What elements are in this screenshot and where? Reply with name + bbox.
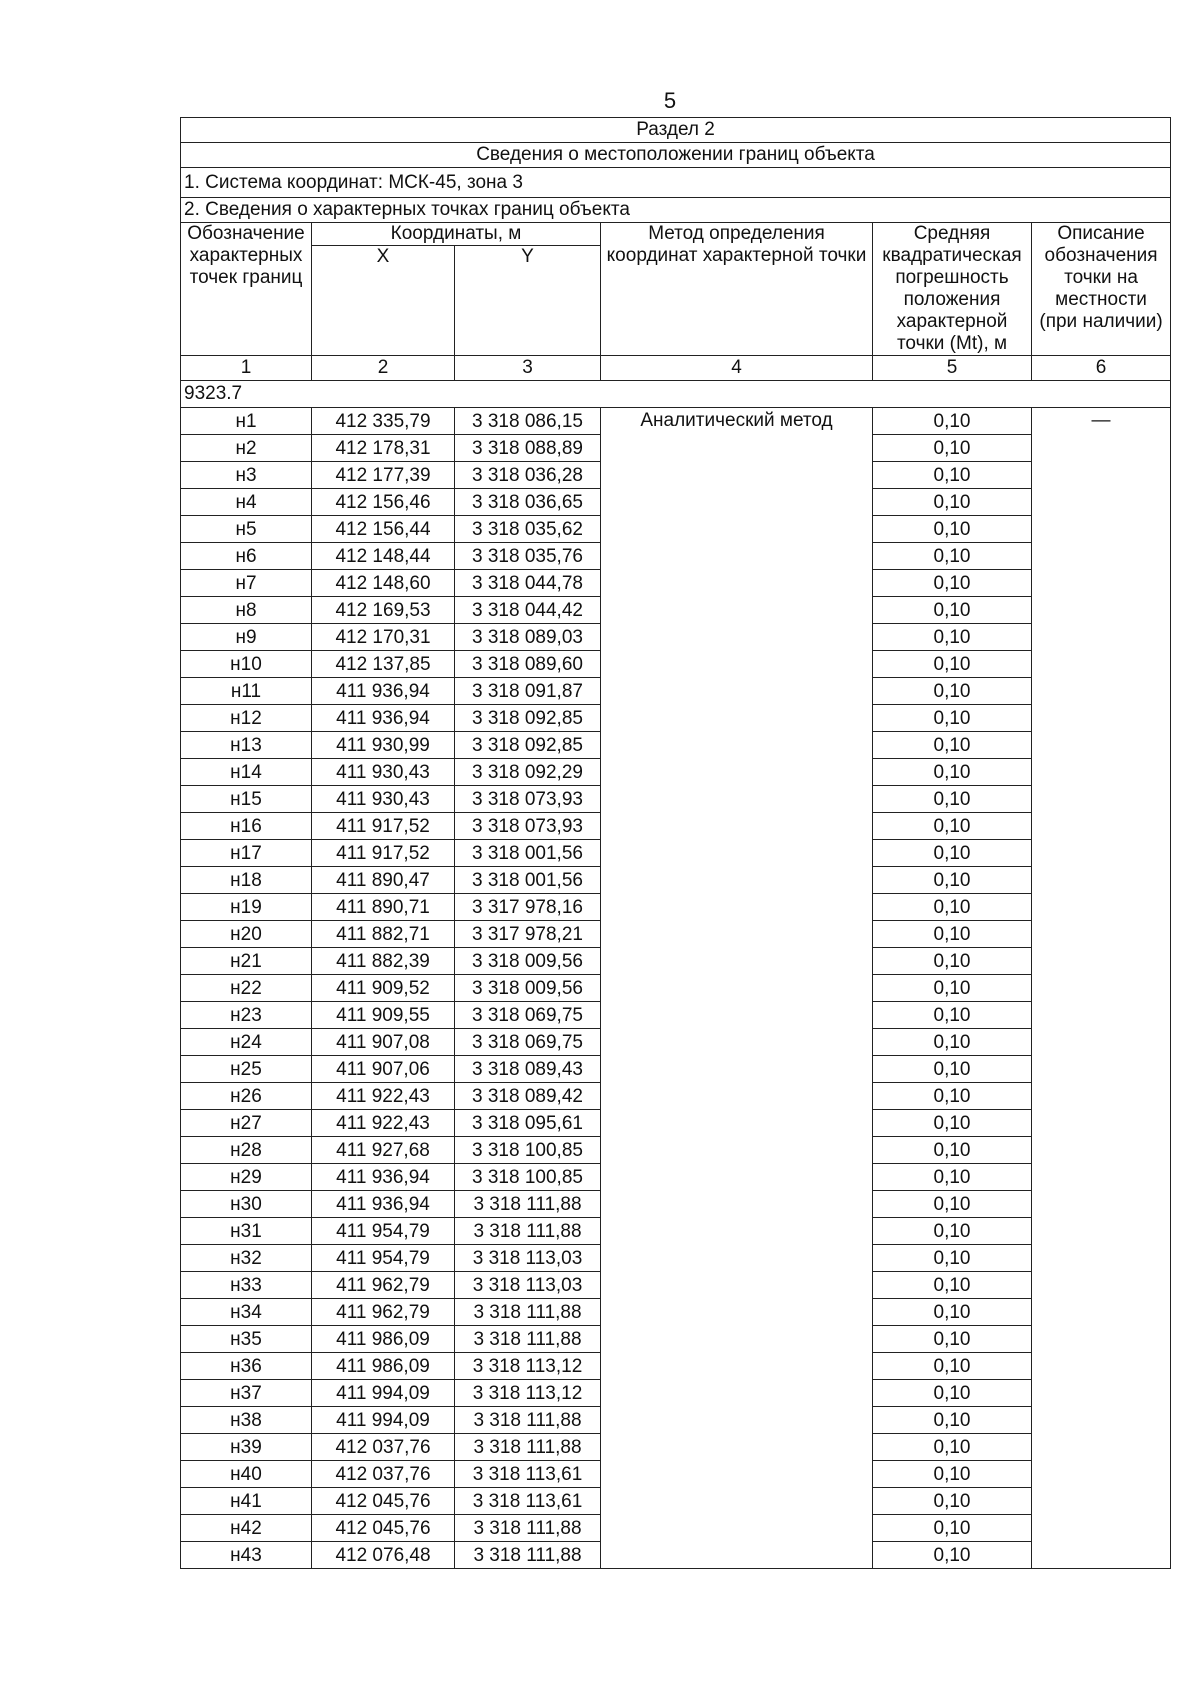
point-id: н4 — [181, 489, 312, 516]
coordinate-y: 3 318 092,85 — [455, 705, 601, 732]
coordinate-y: 3 318 044,42 — [455, 597, 601, 624]
point-id: н17 — [181, 840, 312, 867]
column-header-error: Средняя квадратическая погрешность положения характерной точки (Mt), м — [873, 223, 1032, 356]
point-id: н5 — [181, 516, 312, 543]
coordinate-y: 3 318 001,56 — [455, 867, 601, 894]
column-header-designation: Обозначение характерных точек границ — [181, 223, 312, 356]
coordinate-y: 3 318 091,87 — [455, 678, 601, 705]
coordinate-y: 3 318 111,88 — [455, 1515, 601, 1542]
mean-square-error: 0,10 — [873, 1002, 1032, 1029]
column-number: 5 — [873, 356, 1032, 381]
coordinate-x: 411 907,08 — [312, 1029, 455, 1056]
mean-square-error: 0,10 — [873, 1137, 1032, 1164]
coordinate-x: 411 890,47 — [312, 867, 455, 894]
section-subtitle: Сведения о местоположении границ объекта — [181, 143, 1171, 168]
coordinate-y: 3 318 089,43 — [455, 1056, 601, 1083]
coordinate-y: 3 318 035,76 — [455, 543, 601, 570]
mean-square-error: 0,10 — [873, 408, 1032, 435]
coordinate-x: 412 178,31 — [312, 435, 455, 462]
mean-square-error: 0,10 — [873, 516, 1032, 543]
mean-square-error: 0,10 — [873, 813, 1032, 840]
point-id: н35 — [181, 1326, 312, 1353]
coordinate-y: 3 318 089,42 — [455, 1083, 601, 1110]
point-id: н25 — [181, 1056, 312, 1083]
point-id: н3 — [181, 462, 312, 489]
point-id: н27 — [181, 1110, 312, 1137]
coordinate-x: 411 954,79 — [312, 1218, 455, 1245]
point-id: н11 — [181, 678, 312, 705]
coordinate-y: 3 318 111,88 — [455, 1191, 601, 1218]
coordinate-x: 411 994,09 — [312, 1380, 455, 1407]
coordinate-y: 3 318 089,60 — [455, 651, 601, 678]
coordinate-y: 3 318 100,85 — [455, 1137, 601, 1164]
mean-square-error: 0,10 — [873, 1083, 1032, 1110]
point-id: н31 — [181, 1218, 312, 1245]
coordinate-y: 3 318 044,78 — [455, 570, 601, 597]
mean-square-error: 0,10 — [873, 759, 1032, 786]
boundary-points-table — [180, 117, 1171, 1569]
mean-square-error: 0,10 — [873, 894, 1032, 921]
point-id: н10 — [181, 651, 312, 678]
coordinate-y: 3 317 978,16 — [455, 894, 601, 921]
coordinate-y: 3 318 111,88 — [455, 1299, 601, 1326]
mean-square-error: 0,10 — [873, 678, 1032, 705]
coordinate-y: 3 318 100,85 — [455, 1164, 601, 1191]
coordinate-y: 3 318 073,93 — [455, 786, 601, 813]
coordinate-x: 412 148,60 — [312, 570, 455, 597]
coordinate-y: 3 318 036,65 — [455, 489, 601, 516]
coordinate-x: 411 930,43 — [312, 786, 455, 813]
mean-square-error: 0,10 — [873, 543, 1032, 570]
coordinate-y: 3 318 111,88 — [455, 1542, 601, 1569]
mean-square-error: 0,10 — [873, 1245, 1032, 1272]
page-number: 5 — [663, 88, 677, 113]
coordinate-y: 3 318 113,03 — [455, 1272, 601, 1299]
mean-square-error: 0,10 — [873, 435, 1032, 462]
mean-square-error: 0,10 — [873, 840, 1032, 867]
coordinate-y: 3 318 073,93 — [455, 813, 601, 840]
method-cell: Аналитический метод — [601, 408, 873, 1569]
point-id: н42 — [181, 1515, 312, 1542]
coordinate-x: 411 909,55 — [312, 1002, 455, 1029]
coordinate-x: 412 335,79 — [312, 408, 455, 435]
mean-square-error: 0,10 — [873, 1326, 1032, 1353]
coordinate-x: 411 936,94 — [312, 1164, 455, 1191]
point-id: н8 — [181, 597, 312, 624]
coordinate-x: 412 156,44 — [312, 516, 455, 543]
coordinate-y: 3 318 089,03 — [455, 624, 601, 651]
coordinate-x: 412 045,76 — [312, 1515, 455, 1542]
coordinate-x: 411 922,43 — [312, 1083, 455, 1110]
point-id: н7 — [181, 570, 312, 597]
point-id: н18 — [181, 867, 312, 894]
coordinate-y: 3 318 086,15 — [455, 408, 601, 435]
point-id: н30 — [181, 1191, 312, 1218]
coordinate-x: 411 930,43 — [312, 759, 455, 786]
mean-square-error: 0,10 — [873, 462, 1032, 489]
coordinate-x: 412 170,31 — [312, 624, 455, 651]
point-id: н2 — [181, 435, 312, 462]
mean-square-error: 0,10 — [873, 597, 1032, 624]
point-id: н43 — [181, 1542, 312, 1569]
table-row — [181, 408, 1171, 435]
point-id: н14 — [181, 759, 312, 786]
coordinate-x: 412 177,39 — [312, 462, 455, 489]
coordinate-y: 3 318 009,56 — [455, 975, 601, 1002]
coordinate-y: 3 318 088,89 — [455, 435, 601, 462]
coordinate-x: 411 890,71 — [312, 894, 455, 921]
point-id: н40 — [181, 1461, 312, 1488]
mean-square-error: 0,10 — [873, 624, 1032, 651]
mean-square-error: 0,10 — [873, 1299, 1032, 1326]
column-number: 2 — [312, 356, 455, 381]
coordinate-y: 3 318 069,75 — [455, 1029, 601, 1056]
column-number: 1 — [181, 356, 312, 381]
coordinate-y: 3 318 069,75 — [455, 1002, 601, 1029]
coordinate-y: 3 318 092,29 — [455, 759, 601, 786]
group-label: 9323.7 — [181, 381, 1171, 408]
point-id: н22 — [181, 975, 312, 1002]
coordinate-y: 3 318 113,12 — [455, 1380, 601, 1407]
point-id: н6 — [181, 543, 312, 570]
point-id: н1 — [181, 408, 312, 435]
column-header-method: Метод определения координат характерной точки — [601, 223, 873, 356]
section-title: Раздел 2 — [181, 118, 1171, 143]
coordinate-y: 3 318 111,88 — [455, 1326, 601, 1353]
mean-square-error: 0,10 — [873, 570, 1032, 597]
mean-square-error: 0,10 — [873, 1218, 1032, 1245]
point-id: н20 — [181, 921, 312, 948]
mean-square-error: 0,10 — [873, 1110, 1032, 1137]
mean-square-error: 0,10 — [873, 1029, 1032, 1056]
column-header-y: Y — [455, 246, 601, 356]
mean-square-error: 0,10 — [873, 1461, 1032, 1488]
coordinate-x: 412 169,53 — [312, 597, 455, 624]
point-id: н37 — [181, 1380, 312, 1407]
mean-square-error: 0,10 — [873, 975, 1032, 1002]
point-id: н38 — [181, 1407, 312, 1434]
column-number: 3 — [455, 356, 601, 381]
coordinate-x: 412 137,85 — [312, 651, 455, 678]
coordinate-y: 3 318 111,88 — [455, 1434, 601, 1461]
point-id: н34 — [181, 1299, 312, 1326]
coordinate-y: 3 318 036,28 — [455, 462, 601, 489]
coordinate-x: 411 930,99 — [312, 732, 455, 759]
coordinate-x: 411 927,68 — [312, 1137, 455, 1164]
point-id: н39 — [181, 1434, 312, 1461]
coordinate-y: 3 318 035,62 — [455, 516, 601, 543]
mean-square-error: 0,10 — [873, 489, 1032, 516]
coordinate-x: 411 922,43 — [312, 1110, 455, 1137]
coordinate-x: 411 909,52 — [312, 975, 455, 1002]
mean-square-error: 0,10 — [873, 867, 1032, 894]
mean-square-error: 0,10 — [873, 1515, 1032, 1542]
column-header-description: Описание обозначения точки на местности (при наличии) — [1032, 223, 1171, 356]
point-id: н29 — [181, 1164, 312, 1191]
coordinate-y: 3 318 113,61 — [455, 1461, 601, 1488]
coordinate-y: 3 318 092,85 — [455, 732, 601, 759]
column-header-x: X — [312, 246, 455, 356]
coordinate-x: 411 954,79 — [312, 1245, 455, 1272]
point-id: н12 — [181, 705, 312, 732]
point-id: н15 — [181, 786, 312, 813]
point-id: н9 — [181, 624, 312, 651]
coordinate-y: 3 318 111,88 — [455, 1218, 601, 1245]
coordinate-x: 412 148,44 — [312, 543, 455, 570]
mean-square-error: 0,10 — [873, 921, 1032, 948]
point-id: н32 — [181, 1245, 312, 1272]
column-number: 6 — [1032, 356, 1171, 381]
coordinate-x: 412 076,48 — [312, 1542, 455, 1569]
mean-square-error: 0,10 — [873, 705, 1032, 732]
coordinate-x: 411 962,79 — [312, 1299, 455, 1326]
mean-square-error: 0,10 — [873, 651, 1032, 678]
point-id: н28 — [181, 1137, 312, 1164]
coordinate-y: 3 318 111,88 — [455, 1407, 601, 1434]
coordinate-x: 411 917,52 — [312, 813, 455, 840]
point-id: н23 — [181, 1002, 312, 1029]
mean-square-error: 0,10 — [873, 1353, 1032, 1380]
mean-square-error: 0,10 — [873, 1056, 1032, 1083]
coordinate-x: 411 882,39 — [312, 948, 455, 975]
point-id: н24 — [181, 1029, 312, 1056]
column-header-coordinates: Координаты, м — [312, 223, 601, 246]
coordinate-system: 1. Система координат: МСК-45, зона 3 — [181, 168, 1171, 198]
coordinate-x: 411 907,06 — [312, 1056, 455, 1083]
coordinate-x: 411 936,94 — [312, 678, 455, 705]
point-id: н16 — [181, 813, 312, 840]
coordinate-y: 3 318 113,12 — [455, 1353, 601, 1380]
coordinate-x: 412 037,76 — [312, 1434, 455, 1461]
mean-square-error: 0,10 — [873, 1542, 1032, 1569]
point-id: н41 — [181, 1488, 312, 1515]
coordinate-x: 411 962,79 — [312, 1272, 455, 1299]
coordinate-x: 411 994,09 — [312, 1407, 455, 1434]
coordinate-x: 411 882,71 — [312, 921, 455, 948]
description-cell: — — [1032, 408, 1171, 1569]
coordinate-y: 3 318 095,61 — [455, 1110, 601, 1137]
point-id: н36 — [181, 1353, 312, 1380]
point-id: н19 — [181, 894, 312, 921]
coordinate-y: 3 318 009,56 — [455, 948, 601, 975]
coordinate-y: 3 318 113,03 — [455, 1245, 601, 1272]
coordinate-x: 411 986,09 — [312, 1326, 455, 1353]
point-id: н21 — [181, 948, 312, 975]
coordinate-x: 411 936,94 — [312, 705, 455, 732]
mean-square-error: 0,10 — [873, 948, 1032, 975]
point-id: н33 — [181, 1272, 312, 1299]
mean-square-error: 0,10 — [873, 1434, 1032, 1461]
points-heading: 2. Сведения о характерных точках границ объекта — [181, 198, 1171, 223]
coordinate-x: 412 045,76 — [312, 1488, 455, 1515]
mean-square-error: 0,10 — [873, 1164, 1032, 1191]
coordinate-x: 411 917,52 — [312, 840, 455, 867]
mean-square-error: 0,10 — [873, 1407, 1032, 1434]
mean-square-error: 0,10 — [873, 786, 1032, 813]
mean-square-error: 0,10 — [873, 1191, 1032, 1218]
mean-square-error: 0,10 — [873, 732, 1032, 759]
coordinate-x: 412 037,76 — [312, 1461, 455, 1488]
mean-square-error: 0,10 — [873, 1488, 1032, 1515]
coordinate-y: 3 318 113,61 — [455, 1488, 601, 1515]
coordinate-y: 3 318 001,56 — [455, 840, 601, 867]
mean-square-error: 0,10 — [873, 1272, 1032, 1299]
point-id: н26 — [181, 1083, 312, 1110]
mean-square-error: 0,10 — [873, 1380, 1032, 1407]
coordinate-x: 411 936,94 — [312, 1191, 455, 1218]
column-number: 4 — [601, 356, 873, 381]
point-id: н13 — [181, 732, 312, 759]
coordinate-x: 412 156,46 — [312, 489, 455, 516]
coordinate-x: 411 986,09 — [312, 1353, 455, 1380]
coordinate-y: 3 317 978,21 — [455, 921, 601, 948]
